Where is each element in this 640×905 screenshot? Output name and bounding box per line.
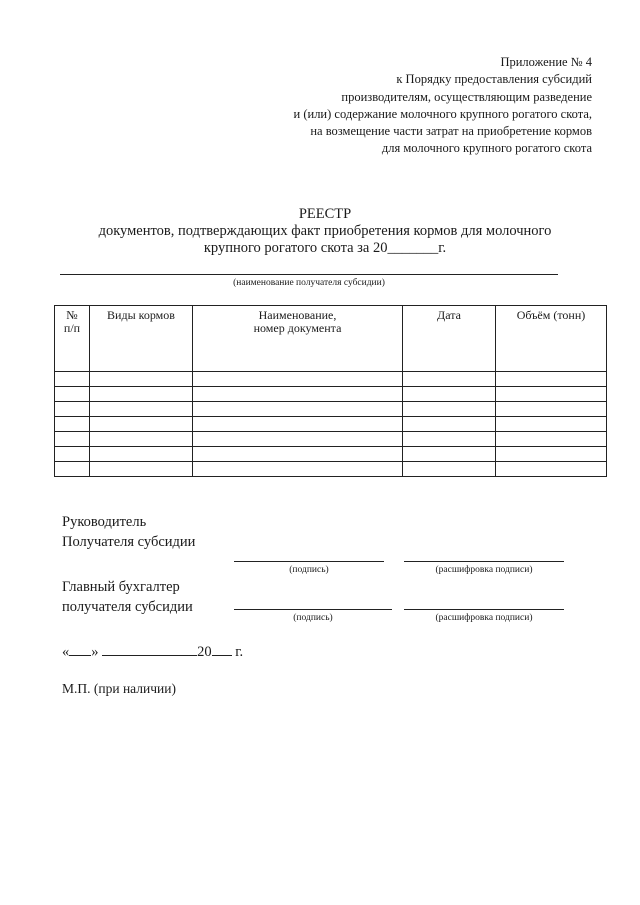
- table-cell[interactable]: [55, 417, 90, 432]
- table-cell[interactable]: [403, 387, 496, 402]
- table-cell[interactable]: [90, 372, 193, 387]
- accountant-sign-caption: (подпись): [293, 613, 333, 623]
- accountant-label: [62, 578, 193, 617]
- accountant-label-line: получателя субсидии: [62, 598, 193, 615]
- table-cell[interactable]: [55, 432, 90, 447]
- table-row: [55, 462, 607, 477]
- table-row: [55, 447, 607, 462]
- appendix-line: Приложение № 4: [500, 55, 592, 69]
- table-cell[interactable]: [90, 432, 193, 447]
- col-header-document: Наименование, номер документа: [193, 306, 403, 372]
- table-cell[interactable]: [496, 447, 607, 462]
- head-decode-caption: (расшифровка подписи): [435, 565, 533, 575]
- col-header-feed-type: Виды кормов: [90, 306, 193, 372]
- date-close-quote: »: [91, 644, 99, 660]
- accountant-decode-caption: (расшифровка подписи): [435, 613, 533, 623]
- day-field[interactable]: [69, 643, 91, 656]
- title-line: документов, подтверждающих факт приобретения кормов для молочного: [98, 223, 552, 239]
- table-cell[interactable]: [496, 372, 607, 387]
- table-cell[interactable]: [55, 402, 90, 417]
- table-cell[interactable]: [193, 372, 403, 387]
- table-cell[interactable]: [55, 447, 90, 462]
- table-cell[interactable]: [193, 402, 403, 417]
- year-prefix: 20: [197, 644, 212, 660]
- table-cell[interactable]: [193, 387, 403, 402]
- table-header-row: [55, 306, 607, 372]
- head-label-line: Получателя субсидии: [62, 533, 196, 550]
- table-row: [55, 432, 607, 447]
- table-cell[interactable]: [90, 447, 193, 462]
- table-cell[interactable]: [90, 402, 193, 417]
- table-cell[interactable]: [403, 462, 496, 477]
- appendix-line: и (или) содержание молочного крупного рогатого скота,: [293, 106, 592, 121]
- head-decode-line[interactable]: [404, 561, 564, 562]
- table-cell[interactable]: [403, 417, 496, 432]
- table-cell[interactable]: [403, 447, 496, 462]
- col-header-number: № п/п: [55, 306, 90, 372]
- table-cell[interactable]: [496, 387, 607, 402]
- head-label-line: Руководитель: [62, 514, 147, 530]
- table-cell[interactable]: [403, 372, 496, 387]
- table-row: [55, 417, 607, 432]
- table-cell[interactable]: [496, 402, 607, 417]
- table-cell[interactable]: [193, 462, 403, 477]
- table-cell[interactable]: [403, 402, 496, 417]
- col-header-volume: Объём (тонн): [496, 306, 607, 372]
- table-cell[interactable]: [55, 387, 90, 402]
- month-field[interactable]: [102, 643, 197, 656]
- accountant-signature-line[interactable]: [234, 609, 392, 610]
- recipient-name-line[interactable]: [60, 274, 558, 275]
- year-field[interactable]: [212, 643, 232, 656]
- appendix-line: для молочного крупного рогатого скота: [381, 141, 592, 156]
- col-header-date: Дата: [403, 306, 496, 372]
- appendix-line: к Порядку предоставления субсидий: [396, 72, 592, 87]
- registry-table: [54, 305, 607, 477]
- table-cell[interactable]: [496, 417, 607, 432]
- table-cell[interactable]: [55, 372, 90, 387]
- table-cell[interactable]: [55, 462, 90, 477]
- head-label: [62, 513, 195, 552]
- appendix-line: производителям, осуществляющим разведение: [341, 89, 592, 104]
- table-cell[interactable]: [496, 432, 607, 447]
- table-row: [55, 372, 607, 387]
- table-cell[interactable]: [496, 462, 607, 477]
- table-row: [55, 402, 607, 417]
- appendix-line: на возмещение части затрат на приобретение кормов: [310, 124, 592, 139]
- appendix-header: [232, 54, 592, 158]
- year-suffix: г.: [231, 644, 244, 660]
- table-row: [55, 387, 607, 402]
- head-signature-line[interactable]: [234, 561, 384, 562]
- table-cell[interactable]: [193, 432, 403, 447]
- table-cell[interactable]: [90, 462, 193, 477]
- document-title: [60, 206, 590, 257]
- date-open-quote: «: [62, 644, 70, 660]
- recipient-caption: (наименование получателя субсидии): [233, 278, 385, 288]
- table-cell[interactable]: [90, 387, 193, 402]
- table-cell[interactable]: [403, 432, 496, 447]
- stamp-note: М.П. (при наличии): [62, 681, 176, 696]
- head-sign-caption: (подпись): [289, 565, 329, 575]
- title-line: крупного рогатого скота за 20_______г.: [203, 240, 447, 256]
- table-cell[interactable]: [193, 447, 403, 462]
- table-cell[interactable]: [193, 417, 403, 432]
- title-heading: РЕЕСТР: [298, 206, 352, 222]
- accountant-decode-line[interactable]: [404, 609, 564, 610]
- table-cell[interactable]: [90, 417, 193, 432]
- date-line: [62, 643, 243, 661]
- accountant-label-line: Главный бухгалтер: [62, 579, 180, 595]
